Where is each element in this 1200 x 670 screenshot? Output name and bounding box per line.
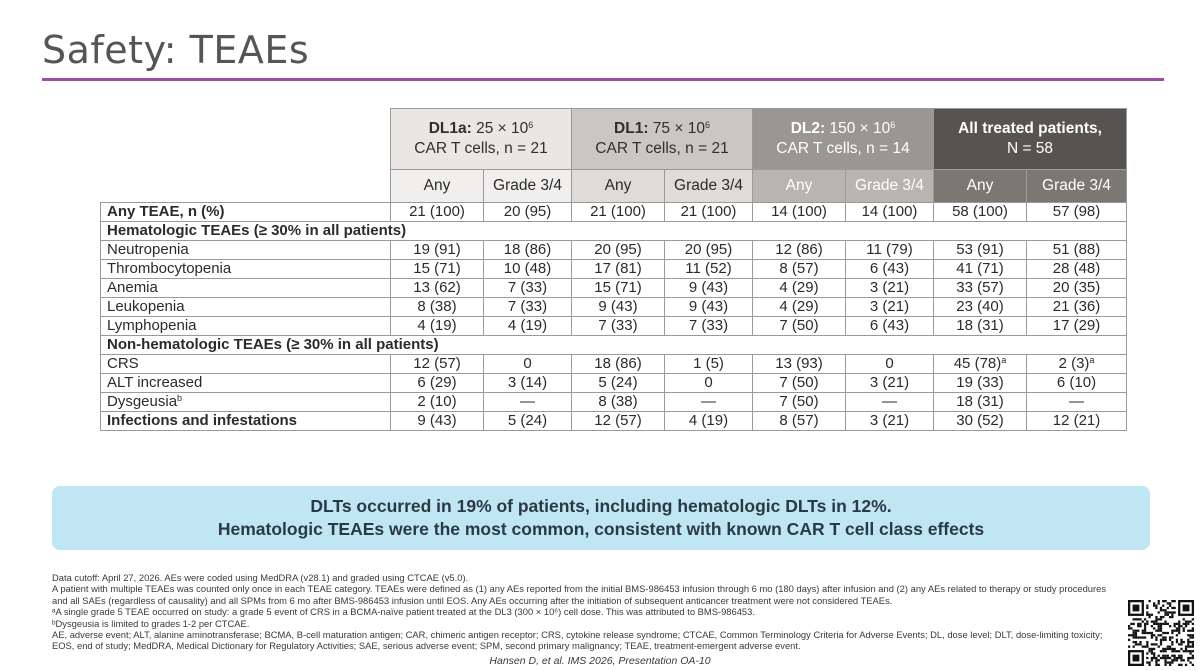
row-label: Any TEAE, n (%) [101,203,391,222]
value-cell: 7 (33) [572,317,665,336]
value-cell: 23 (40) [934,298,1027,317]
value-cell: 18 (86) [572,355,665,374]
footnote: Data cutoff: April 27, 2026. AEs were coded using MedDRA (v28.1) and graded using CTCAE (v5.0). [52,572,469,583]
value-cell: 6 (43) [846,317,934,336]
value-cell: 21 (100) [665,203,753,222]
footnote: A patient with multiple TEAEs was counted only once in each TEAE category. TEAEs were defined as (1) any AEs reported from the initial BMS-986453 infusion through 6 mo (180 days) after infusion and (2) any AEs related to therapy or study procedures and all SAEs (regardless of causality) and all SPMs from 6 mo after BMS-986453 infusion until EOS. Any AEs occurring after the initiation of subsequent anticancer treatment were not considered TEAEs. [52,583,1107,606]
header-corner [101,109,391,170]
row-label: Thrombocytopenia [101,260,391,279]
table-row [101,374,1127,393]
value-cell: 58 (100) [934,203,1027,222]
value-cell: 8 (57) [753,260,846,279]
value-cell: 21 (100) [572,203,665,222]
value-cell: 7 (50) [753,393,846,412]
value-cell: 7 (33) [484,298,572,317]
value-cell: 51 (88) [1027,241,1127,260]
value-cell: 33 (57) [934,279,1027,298]
value-cell: 7 (50) [753,374,846,393]
value-cell: — [484,393,572,412]
value-cell: 20 (95) [572,241,665,260]
footnotes [52,572,1112,652]
title-divider [42,78,1164,81]
section-row [101,336,1127,355]
teae-table [100,108,1127,431]
table-row [101,260,1127,279]
value-cell: 30 (52) [934,412,1027,431]
value-cell: 11 (52) [665,260,753,279]
value-cell: 6 (10) [1027,374,1127,393]
value-cell: 5 (24) [572,374,665,393]
row-label: Dysgeusia$^b$ [101,393,391,412]
row-label: Leukopenia [101,298,391,317]
group-header-dl1a: DL1a: $25 \times 10^6$ CAR T cells, n = 21 [391,109,572,170]
value-cell: 13 (93) [753,355,846,374]
value-cell: 3 (21) [846,412,934,431]
subheader-cell: Any [572,170,665,203]
subheader-cell: Grade 3/4 [484,170,572,203]
value-cell: 11 (79) [846,241,934,260]
row-label: Lymphopenia [101,317,391,336]
value-cell: 19 (33) [934,374,1027,393]
slide-title: Safety: TEAEs [42,28,310,72]
row-label: Anemia [101,279,391,298]
section-row [101,222,1127,241]
group-header-row [101,109,1127,170]
subheader-cell: Grade 3/4 [846,170,934,203]
value-cell: 0 [484,355,572,374]
value-cell: 3 (21) [846,279,934,298]
value-cell: 14 (100) [753,203,846,222]
value-cell: 7 (33) [484,279,572,298]
teae-table-body [101,203,1127,431]
value-cell: 8 (38) [572,393,665,412]
value-cell: 21 (36) [1027,298,1127,317]
table-row [101,279,1127,298]
table-row [101,317,1127,336]
section-label: Non-hematologic TEAEs (≥ 30% in all patients) [101,336,1127,355]
table-row [101,393,1127,412]
value-cell: 4 (19) [665,412,753,431]
value-cell: 9 (43) [665,279,753,298]
value-cell: 2 $(3)^a$ [1027,355,1127,374]
value-cell: 1 (5) [665,355,753,374]
value-cell: 15 (71) [572,279,665,298]
value-cell: 8 (57) [753,412,846,431]
table-row [101,203,1127,222]
subheader-cell: Any [753,170,846,203]
value-cell: 10 (48) [484,260,572,279]
value-cell: 57 (98) [1027,203,1127,222]
key-findings-callout [52,486,1150,550]
value-cell: 19 (91) [391,241,484,260]
value-cell: 18 (31) [934,317,1027,336]
value-cell: 7 (33) [665,317,753,336]
group-header-dl2: DL2: $150 \times 10^6$ CAR T cells, n = 14 [753,109,934,170]
footnote: ᵃA single grade 5 TEAE occurred on study: a grade 5 event of CRS in a BCMA-naïve patient treated at the DL3 (300 × 10⁶) cell dose. This was attributed to BMS-986453. [52,606,755,618]
row-label: Infections and infestations [101,412,391,431]
value-cell: 53 (91) [934,241,1027,260]
subheader-cell: Grade 3/4 [1027,170,1127,203]
value-cell: 17 (29) [1027,317,1127,336]
value-cell: 6 (29) [391,374,484,393]
value-cell: 17 (81) [572,260,665,279]
value-cell: 14 (100) [846,203,934,222]
value-cell: 18 (86) [484,241,572,260]
value-cell: 0 [846,355,934,374]
value-cell: 4 (19) [391,317,484,336]
value-cell: 13 (62) [391,279,484,298]
value-cell: 12 (57) [391,355,484,374]
table-row [101,355,1127,374]
value-cell: 6 (43) [846,260,934,279]
footnote: ᵇDysgeusia is limited to grades 1-2 per CTCAE. [52,617,250,629]
value-cell: — [846,393,934,412]
value-cell: 12 (86) [753,241,846,260]
row-label: Neutropenia [101,241,391,260]
callout-line-2: Hematologic TEAEs were the most common, consistent with known CAR T cell class effects [217,519,985,539]
group-header-dl1: DL1: $75 \times 10^6$ CAR T cells, n = 21 [572,109,753,170]
value-cell: 20 (95) [484,203,572,222]
value-cell: 41 (71) [934,260,1027,279]
subheader-cell: Any [934,170,1027,203]
value-cell: 21 (100) [391,203,484,222]
value-cell: 2 (10) [391,393,484,412]
value-cell: 0 [665,374,753,393]
subheader-corner [101,170,391,203]
value-cell: 4 (19) [484,317,572,336]
value-cell: 3 (21) [846,298,934,317]
value-cell: 3 (21) [846,374,934,393]
value-cell: 20 (35) [1027,279,1127,298]
value-cell: 45 $(78)^a$ [934,355,1027,374]
value-cell: — [1027,393,1127,412]
qr-code-icon[interactable] [1128,600,1194,666]
table-row [101,298,1127,317]
footnote: AE, adverse event; ALT, alanine aminotransferase; BCMA, B-cell maturation antigen; CAR, chimeric antigen receptor; CRS, cytokine release syndrome; CTCAE, Common Terminology Criteria for Adverse Events; DL, dose level; DLT, dose-limiting toxicity; EOS, end of study; MedDRA, Medical Dictionary for Regulatory Activities; SAE, serious adverse event; SPM, second primary malignancy; TEAE, treatment-emergent adverse event. [52,629,1103,652]
value-cell: 3 (14) [484,374,572,393]
value-cell: 20 (95) [665,241,753,260]
value-cell: 18 (31) [934,393,1027,412]
section-label: Hematologic TEAEs (≥ 30% in all patients) [101,222,1127,241]
value-cell: — [665,393,753,412]
value-cell: 9 (43) [665,298,753,317]
value-cell: 28 (48) [1027,260,1127,279]
table-row [101,412,1127,431]
value-cell: 5 (24) [484,412,572,431]
value-cell: 8 (38) [391,298,484,317]
citation: Hansen D, et al. IMS 2026, Presentation OA-10 [489,655,711,667]
subheader-cell: Any [391,170,484,203]
value-cell: 7 (50) [753,317,846,336]
value-cell: 4 (29) [753,298,846,317]
value-cell: 9 (43) [572,298,665,317]
subheader-row [101,170,1127,203]
subheader-cell: Grade 3/4 [665,170,753,203]
table-row [101,241,1127,260]
row-label: CRS [101,355,391,374]
value-cell: 4 (29) [753,279,846,298]
value-cell: 12 (21) [1027,412,1127,431]
group-header-all-patients: All treated patients, N = 58 [934,109,1127,170]
value-cell: 12 (57) [572,412,665,431]
callout-line-1: DLTs occurred in 19% of patients, including hematologic DLTs in 12%. [310,496,892,516]
row-label: ALT increased [101,374,391,393]
value-cell: 15 (71) [391,260,484,279]
value-cell: 9 (43) [391,412,484,431]
